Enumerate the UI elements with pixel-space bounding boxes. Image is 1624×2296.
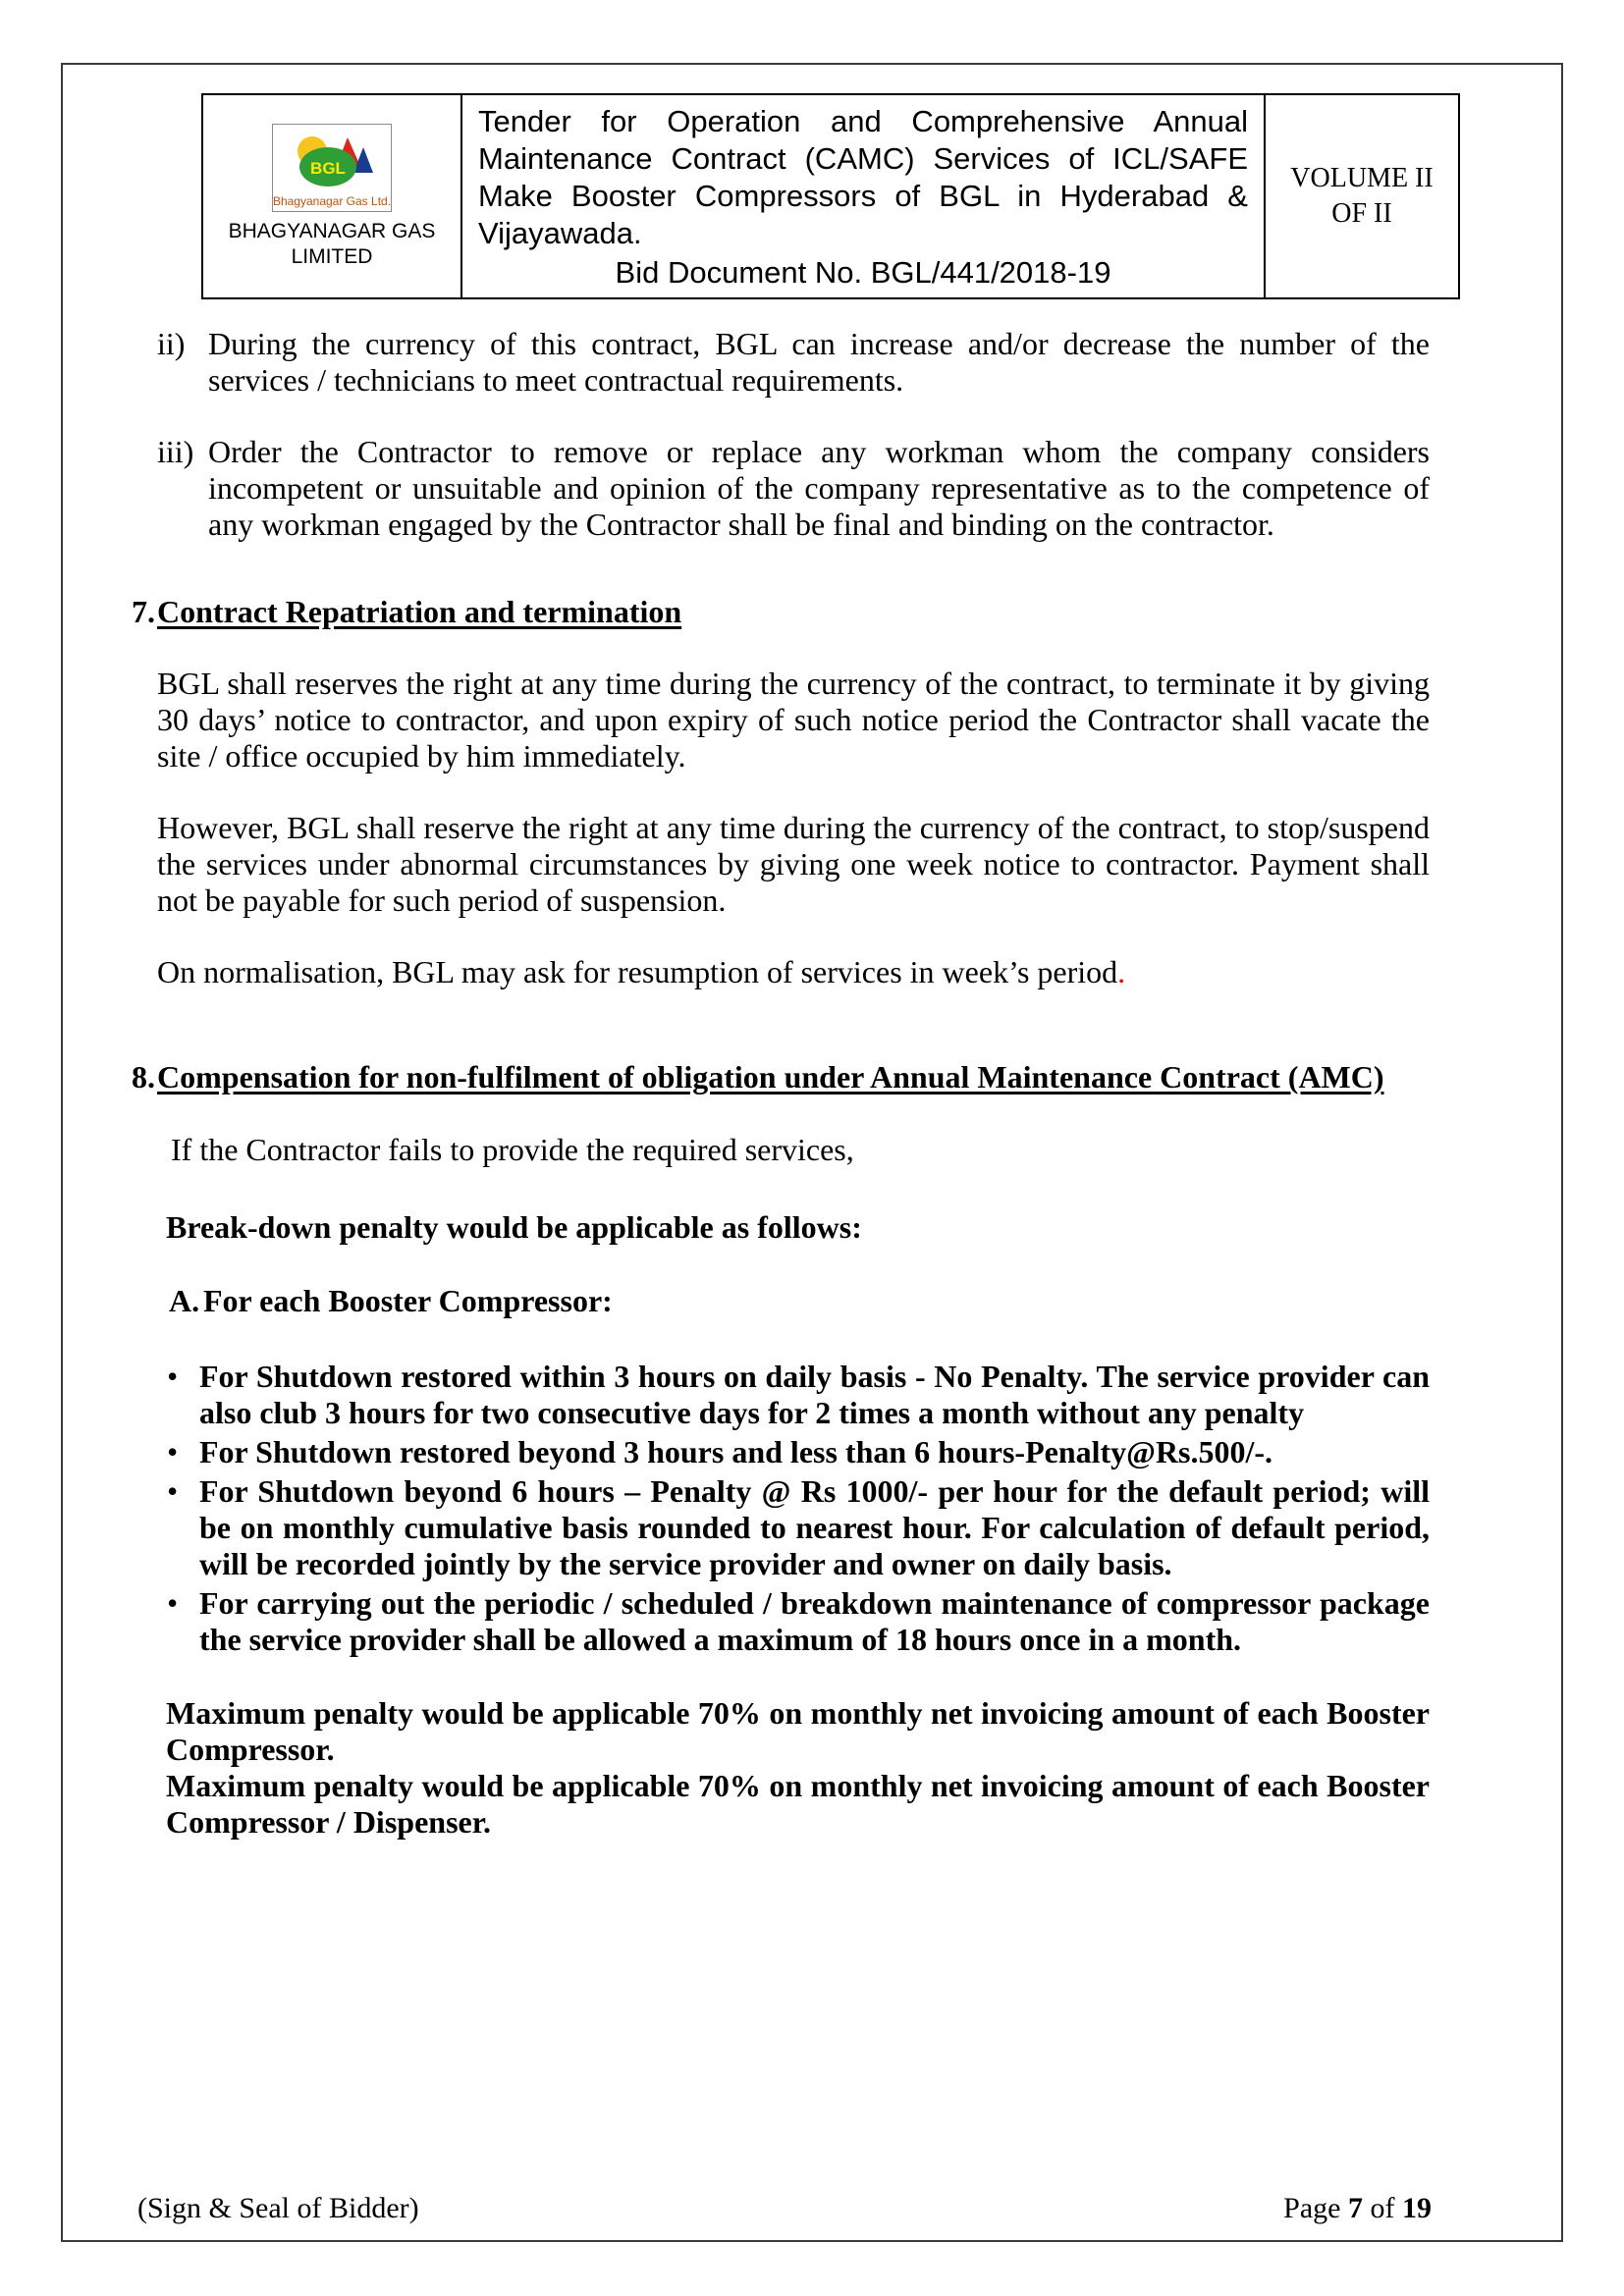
company-name-line1: BHAGYANAGAR GAS xyxy=(228,219,436,242)
bid-document-number: Bid Document No. BGL/441/2018-19 xyxy=(615,255,1111,290)
clause-iii xyxy=(157,434,1430,543)
penalty-bullet-1 xyxy=(157,1359,1430,1431)
page-footer xyxy=(137,2191,1432,2226)
volume-line1: VOLUME II xyxy=(1290,163,1434,193)
bgl-logo-icon xyxy=(283,130,381,194)
max-penalty-para-1: Maximum penalty would be applicable 70% on monthly net invoicing amount of each Booster Compressor. xyxy=(166,1695,1430,1767)
tender-title: Tender for Operation and Comprehensive Annual Maintenance Contract (CAMC) Services of ICL/SAFE Make Booster Compressors of BGL in Hyderabad & Vijayawada. xyxy=(478,104,1248,250)
section-7-title: Contract Repatriation and termination xyxy=(157,594,682,629)
section-8-number: 8. xyxy=(132,1059,155,1095)
sign-seal-note: (Sign & Seal of Bidder) xyxy=(137,2192,419,2224)
bullet-icon: • xyxy=(167,1359,179,1394)
section-7-number: 7. xyxy=(132,594,155,629)
bullet-icon: • xyxy=(167,1434,179,1469)
header-table xyxy=(201,93,1460,299)
volume-line2: OF II xyxy=(1331,198,1392,229)
company-name-line2: LIMITED xyxy=(291,244,373,268)
section-8-heading xyxy=(132,1057,1430,1096)
sub-heading-a-label: A. xyxy=(169,1283,200,1318)
bullet-icon: • xyxy=(167,1473,179,1509)
page-word: Page xyxy=(1283,2192,1341,2224)
header-title-cell xyxy=(462,95,1266,297)
penalty-bullet-4 xyxy=(157,1585,1430,1658)
clause-iii-label: iii) xyxy=(157,434,194,469)
section-8-title: Compensation for non-fulfilment of obligation under Annual Maintenance Contract (AMC) xyxy=(157,1059,1384,1095)
section-7-para-2: However, BGL shall reserve the right at any time during the currency of the contract, to stop/suspend the services under abnormal circumstances by giving one week notice to contractor. Payment shall not be payable for such period of suspension. xyxy=(157,810,1430,918)
bullet-icon: • xyxy=(167,1585,179,1621)
company-logo xyxy=(272,124,392,212)
penalty-bullet-4-text: For carrying out the periodic / scheduled / breakdown maintenance of compressor package the service provider shall be allowed a maximum of 18 hours once in a month. xyxy=(199,1585,1430,1657)
logo-abbr-text: BGL xyxy=(310,158,346,178)
penalty-heading: Break-down penalty would be applicable as follows: xyxy=(166,1209,862,1245)
clause-ii xyxy=(157,326,1430,399)
penalty-bullet-3-text: For Shutdown beyond 6 hours – Penalty @ Rs 1000/- per hour for the default period; will be on monthly cumulative basis rounded to nearest hour. For calculation of default period, will be recorded jointly by the service provider and owner on daily basis. xyxy=(199,1473,1430,1581)
page-number: 7 xyxy=(1348,2192,1363,2224)
volume-cell xyxy=(1266,95,1458,297)
penalty-bullet-3 xyxy=(157,1473,1430,1582)
header-logo-cell xyxy=(203,95,462,297)
section-7-para-1: BGL shall reserves the right at any time during the currency of the contract, to terminate it by giving 30 days’ notice to contractor, and upon expiry of such notice period the Contractor shall vacate the site / office occupied by him immediately. xyxy=(157,666,1430,774)
section-7-heading xyxy=(132,594,1430,630)
penalty-bullet-1-text: For Shutdown restored within 3 hours on daily basis - No Penalty. The service provider can also club 3 hours for two consecutive days for 2 times a month without any penalty xyxy=(199,1359,1430,1430)
penalty-bullet-2 xyxy=(157,1434,1430,1470)
document-body xyxy=(132,326,1430,1841)
clause-iii-text: Order the Contractor to remove or replace any workman whom the company considers incompetent or unsuitable and opinion of the company representative as to the competence of any workman engaged by the Contractor shall be final and binding on the contractor. xyxy=(208,434,1430,542)
penalty-bullet-2-text: For Shutdown restored beyond 3 hours and less than 6 hours-Penalty@Rs.500/-. xyxy=(199,1434,1273,1469)
section-8-intro: If the Contractor fails to provide the required services, xyxy=(171,1132,854,1167)
total-pages: 19 xyxy=(1402,2192,1432,2224)
section-7-para-3-text: On normalisation, BGL may ask for resumption of services in week’s period xyxy=(157,954,1118,989)
clause-ii-text: During the currency of this contract, BGL can increase and/or decrease the number of the services / technicians to meet contractual requirements. xyxy=(208,326,1430,398)
of-word: of xyxy=(1370,2192,1395,2224)
red-period: . xyxy=(1117,954,1126,989)
sub-heading-a xyxy=(169,1283,1430,1319)
logo-caption: Bhagyanagar Gas Ltd. xyxy=(272,193,392,208)
page-indicator xyxy=(1283,2191,1432,2226)
clause-ii-label: ii) xyxy=(157,326,186,361)
company-name xyxy=(229,219,436,270)
max-penalty-para-2: Maximum penalty would be applicable 70% on monthly net invoicing amount of each Booster Compressor / Dispenser. xyxy=(166,1768,1430,1840)
sub-heading-a-text: For each Booster Compressor: xyxy=(203,1283,613,1318)
section-7-para-3 xyxy=(157,954,1430,990)
